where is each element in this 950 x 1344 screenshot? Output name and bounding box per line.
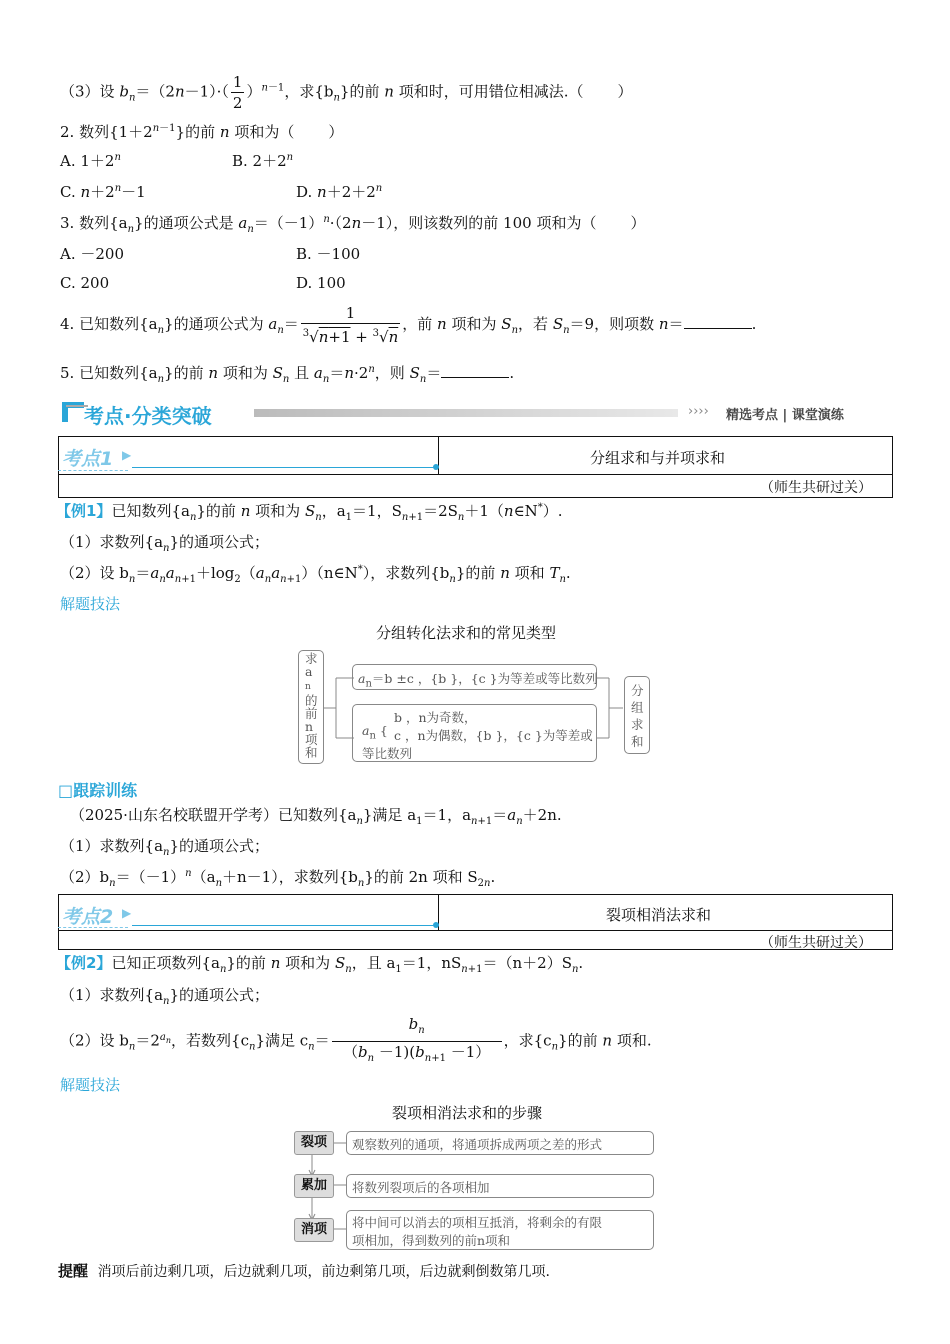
item3-line: （3）设 $b_n=(2n-1)\cdot$（ $\frac{1}{2}$ ）$^{n-1}$，求$\{b_n\}$的前 n 项和时，可用错位相减法.（ ） [60,73,633,112]
q3-option-b[interactable]: B. －100 [296,245,361,263]
section-banner [58,398,894,428]
step-text-3b: 项相加，得到数列的前n项和 [352,1233,511,1248]
example-2-sub2: （2）设 $b_n=2^{a_n}$，若数列$\{c_n\}$满足 $c_n=$ $\frac{b_n}{(b_n -1)(b_{n+1} -1)}$ ，求$\{c_n\}$的前 n 项和. [60,1014,652,1069]
kaodian2-title: 裂项相消法求和 [606,906,712,924]
diagram1-right-text: 分 组 求 和 [631,683,644,749]
q4-answer-blank[interactable] [684,314,752,329]
example-1-sub2: （2）设 $b_n=a_na_{n+1}+\log_2(a_na_{n+1})(n\in N^*)$，求数列$\{b_n\}$的前 n 项和 $T_n$. [60,564,571,585]
q3-option-d[interactable]: D. 100 [296,274,346,292]
track-sub1: （1）求数列$\{a_n\}$的通项公式； [60,837,270,858]
track-sub2: $(2)b_n=(-1)^n(a_n+n-1)$，求数列$\{b_n\}$的前 2n 项和 $S_{2n}$. [60,868,496,889]
step-label-1: 裂项 [294,1131,334,1155]
step-label-2: 累加 [294,1174,334,1198]
example-1-sub1: （1）求数列$\{a_n\}$的通项公式； [60,533,270,554]
track-title: □跟踪训练 [58,781,138,800]
q2-option-a[interactable]: A. $1+2^n$ [60,152,121,170]
question-5: 5. 已知数列$\{a_n\}$的前 n 项和为 $S_n$ 且 $a_n=n\cdot 2^n$，则 $S_n=$ . [60,364,515,385]
q2-option-d[interactable]: D. $n+2+2^n$ [296,183,383,201]
step-text-2: 将数列裂项后的各项相加 [352,1180,490,1195]
fraction-root: $\frac{1}{^3√n+1 + ^3√n}$ [302,304,399,346]
question-2: 2. 数列$\{1+2^{n-1}\}$的前 n 项和为（ ） [60,123,344,141]
diagram1-row2-d: 等比数列 [362,746,413,761]
diagram1-row2-b: b ，n为奇数， [394,710,477,725]
diagram1-title: 分组转化法求和的常见类型 [376,624,557,642]
diagram1-row2-c: c ，n为偶数，{b }，{c }为等差或 [394,728,593,743]
kaodian2-tag: 考点2 [62,906,114,928]
step-text-1: 观察数列的通项，将通项拆成两项之差的形式 [352,1137,603,1152]
question-4: 4. 已知数列$\{a_n\}$的通项公式为 $a_n=$ $\frac{1}{^3√n+1 + ^3√n}$ ，前 n 项和为 $S_n$，若 $S_n=9$，则项数 n＝ . [60,304,757,346]
kaodian1-title: 分组求和与并项求和 [590,449,726,467]
kaodian1-tag: 考点1 [62,448,114,470]
banner-right-label: 精选考点 | 课堂演练 [726,408,844,423]
kaodian1-note: （师生共研过关） [760,480,872,496]
diagram1-connector-right [597,660,627,760]
q3-option-a[interactable]: A. －200 [60,245,124,263]
method-label-2: 解题技法 [60,1076,121,1094]
step-text-3a: 将中间可以消去的项相互抵消，将剩余的有限 [352,1215,603,1230]
fraction-half: $\frac{1}{2}$ [232,73,243,112]
banner-arrows: ›››› [688,404,709,419]
diagram1-row1-text: $a_n=b \pm c$ ，{b }，{c }为等差或等比数列 [358,671,598,690]
q3-option-c[interactable]: C. 200 [60,274,110,292]
q2-option-c[interactable]: C. $n+2^n-1$ [60,183,146,201]
track-text: （2025·山东名校联盟开学考）已知数列$\{a_n\}$满足 $a_1=1$，$a_{n+1}=a_n+2n$. [70,806,562,827]
question-3: 3. 数列$\{a_n\}$的通项公式是 $a_n=(-1)^n\cdot(2n-1)$，则该数列的前 100 项和为（ ） [60,214,646,235]
fraction-cn: $\frac{b_n}{(b_n -1)(b_{n+1} -1)}$ [332,1014,502,1069]
kaodian2-arrow-icon: ▶ [122,906,132,920]
q5-answer-blank[interactable] [441,363,509,378]
kaodian2-note: （师生共研过关） [760,935,872,951]
example-2-sub1: （1）求数列$\{a_n\}$的通项公式； [60,986,270,1007]
example-2: 【例2】已知正项数列$\{a_n\}$的前 n 项和为 $S_n$，且 $a_1=1$，$nS_{n+1}=(n+2)S_n$. [56,954,584,975]
diagram1-row2-a: $a_n$ { [362,723,388,742]
diagram2-title: 裂项相消法求和的步骤 [392,1104,543,1122]
kaodian1-arrow-icon: ▶ [122,448,132,462]
section-title: 考点·分类突破 [84,404,212,428]
step-label-3: 消项 [294,1218,334,1242]
q2-option-b[interactable]: B. $2+2^n$ [232,152,294,170]
banner-bar [254,409,678,417]
remind-line: 提醒 消项后前边剩几项，后边就剩几项，前边剩第几项，后边就剩倒数第几项. [58,1262,551,1280]
method-label-1: 解题技法 [60,595,121,613]
example-1: 【例1】已知数列$\{a_n\}$的前 n 项和为 $S_n$，$a_1=1$，$S_{n+1}=2S_n+1(n\in N^*)$. [56,502,563,523]
diagram1-left-text: 求 a n 的 前 n 项 和 [305,651,318,760]
